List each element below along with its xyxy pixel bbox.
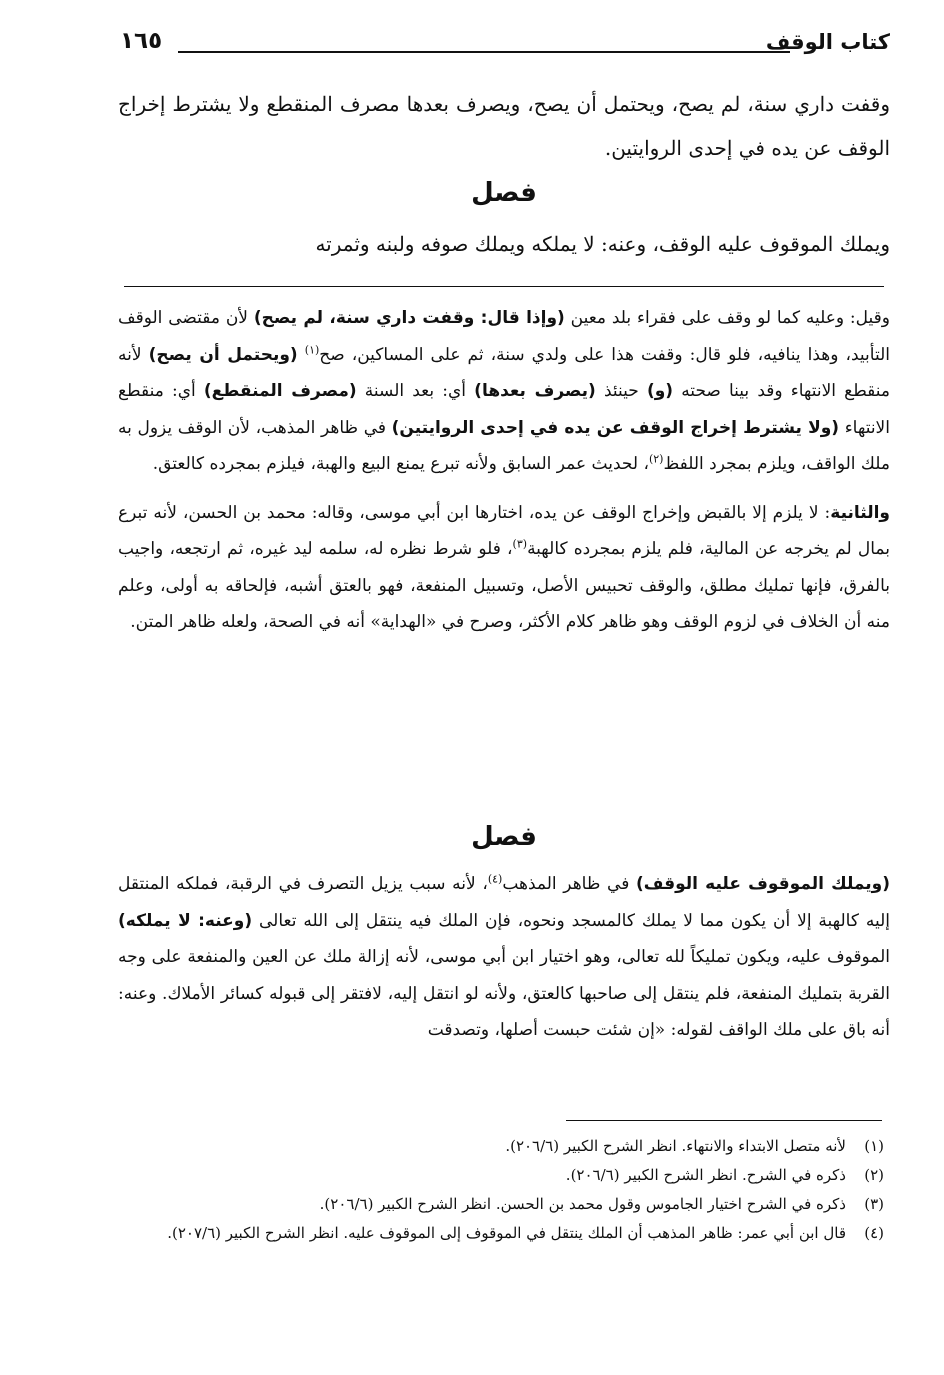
section-heading-fasl-2: فصل bbox=[471, 822, 537, 852]
footnotes bbox=[118, 1132, 890, 1248]
matn-quote: (وعنه: لا يملكه) bbox=[118, 910, 253, 931]
footnote-text: ذكره في الشرح اختيار الجاموس وقول محمد بن الحسن. انظر الشرح الكبير (٢٠٦/٦). bbox=[319, 1195, 846, 1213]
footnote-number: (١) bbox=[864, 1137, 884, 1155]
matn-quote: (ويملك الموقوف عليه الوقف) bbox=[635, 874, 891, 894]
footnote-ref-2: (٢) bbox=[648, 452, 664, 466]
commentary-paragraph-1 bbox=[118, 300, 890, 483]
commentary-text: ، لأنه سبب يزيل التصرف في الرقبة، فملكه المنتقل إليه كالهبة إلا أن يكون مما لا يملك كالمسجد ونحوه، فإن الملك فيه ينتقل إلى الله تعالى bbox=[118, 874, 890, 931]
running-header bbox=[120, 28, 890, 62]
footnote-number: (٤) bbox=[864, 1224, 884, 1242]
commentary-block-2 bbox=[118, 866, 890, 1049]
term-label: والثانية bbox=[830, 502, 890, 523]
matn-quote: (مصرف المنقطع) bbox=[203, 381, 357, 401]
commentary-text: وقيل: وعليه كما لو وقف على فقراء بلد معين bbox=[564, 308, 890, 328]
footnote-number: (٢) bbox=[864, 1166, 884, 1184]
footnote-ref-1: (١) bbox=[304, 342, 320, 356]
commentary-text: حينئذ bbox=[595, 381, 647, 401]
commentary-text: في ظاهر المذهب، لأن الوقف يزول به ملك الواقف، ويلزم بمجرد اللفظ bbox=[118, 417, 890, 474]
section-heading-fasl-1: فصل bbox=[471, 178, 537, 208]
commentary-text: ، لحديث عمر السابق ولأنه تبرع يمنع البيع والهبة، فيلزم بمجرده كالعتق. bbox=[152, 454, 649, 474]
commentary-text: الموقوف عليه، ويكون تمليكاً لله تعالى، وهو اختيار ابن أبي موسى، لأنه إزالة ملك عن العين والمنفعة على وجه القربة بتمليك المنفعة، فلم ينتقل إلى صاحبها كالعتق، ولأنه لو انتقل إليه، لافتقر إلى قبوله كسائر الأملاك. وعنه: أنه باق على ملك الواقف لقوله: «إن شئت حبست أصلها، وتصدقت bbox=[118, 947, 890, 1040]
footnote-1 bbox=[118, 1132, 890, 1161]
matn-quote: (وإذا قال: وقفت داري سنة، لم يصح) bbox=[253, 308, 565, 328]
footnote-separator bbox=[566, 1120, 882, 1121]
commentary-paragraph-2 bbox=[118, 495, 890, 641]
footnote-2 bbox=[118, 1161, 890, 1190]
commentary-text bbox=[298, 345, 305, 365]
footnote-text: ذكره في الشرح. انظر الشرح الكبير (٢٠٦/٦). bbox=[565, 1166, 846, 1184]
commentary-text: أي: منقطع الانتهاء bbox=[118, 381, 890, 438]
page-number: ١٦٥ bbox=[120, 28, 163, 54]
commentary-paragraph-3 bbox=[118, 866, 890, 1049]
commentary-text: أي: بعد السنة bbox=[356, 381, 475, 401]
chapter-title: كتاب الوقف bbox=[765, 30, 890, 54]
commentary-text: : لا يلزم إلا بالقبض وإخراج الوقف عن يده، اختارها ابن أبي موسى، وقاله: محمد بن الحسن، لأنه تبرع بمال لم يخرجه عن المالية، فلم يلزم بمجرده كالهبة bbox=[118, 502, 890, 559]
header-rule bbox=[178, 51, 790, 53]
commentary-text: لأنه منقطع الانتهاء وقد بينا صحته bbox=[118, 344, 890, 401]
commentary-text: لأن مقتضى الوقف التأبيد، وهذا ينافيه، فلو قال: وقفت هذا على ولدي سنة، ثم على المساكين، صح bbox=[118, 308, 890, 365]
matn-quote: (و) bbox=[646, 381, 674, 401]
footnote-number: (٣) bbox=[864, 1195, 884, 1213]
matn-fasl-text: ويملك الموقوف عليه الوقف، وعنه: لا يملكه ويملك صوفه ولبنه وثمرته bbox=[315, 232, 890, 256]
footnote-3 bbox=[118, 1190, 890, 1219]
commentary-text: ، فلو شرط نظره له، سلمه ليد غيره، ثم ارتجعه، واجيب بالفرق، فإنها تمليك مطلق، والوقف تحبيس الأصل، وتسبيل المنفعة، فهو بالعتق أشبه، فإلحاقه به أولى، وعلم منه أن الخلاف في لزوم الوقف وهو ظاهر كلام الأكثر، وصرح في «الهداية» أنه في الصحة، ولعله ظاهر المتن. bbox=[118, 539, 890, 632]
matn-top-text: وقفت داري سنة، لم يصح، ويحتمل أن يصح، ويصرف بعدها مصرف المنقطع ولا يشترط إخراج الوقف عن يده في إحدى الروايتين. bbox=[118, 92, 890, 160]
footnote-text: قال ابن أبي عمر: ظاهر المذهب أن الملك ينتقل في الموقوف إلى الموقوف عليه. انظر الشرح الكبير (٢٠٧/٦). bbox=[167, 1224, 846, 1242]
matn-quote: (يصرف بعدها) bbox=[474, 381, 596, 401]
matn-quote: (ولا يشترط إخراج الوقف عن يده في إحدى الروايتين) bbox=[391, 417, 840, 438]
footnote-4 bbox=[118, 1219, 890, 1248]
footnote-ref-4: (٤) bbox=[487, 872, 503, 886]
commentary-text: في ظاهر المذهب bbox=[502, 874, 636, 894]
matn-quote: (ويحتمل أن يصح) bbox=[148, 344, 298, 365]
footnote-ref-3: (٣) bbox=[512, 537, 528, 551]
matn-separator-rule bbox=[124, 286, 884, 287]
footnote-text: لأنه متصل الابتداء والانتهاء. انظر الشرح الكبير (٢٠٦/٦). bbox=[505, 1137, 846, 1155]
commentary-block bbox=[118, 300, 890, 641]
